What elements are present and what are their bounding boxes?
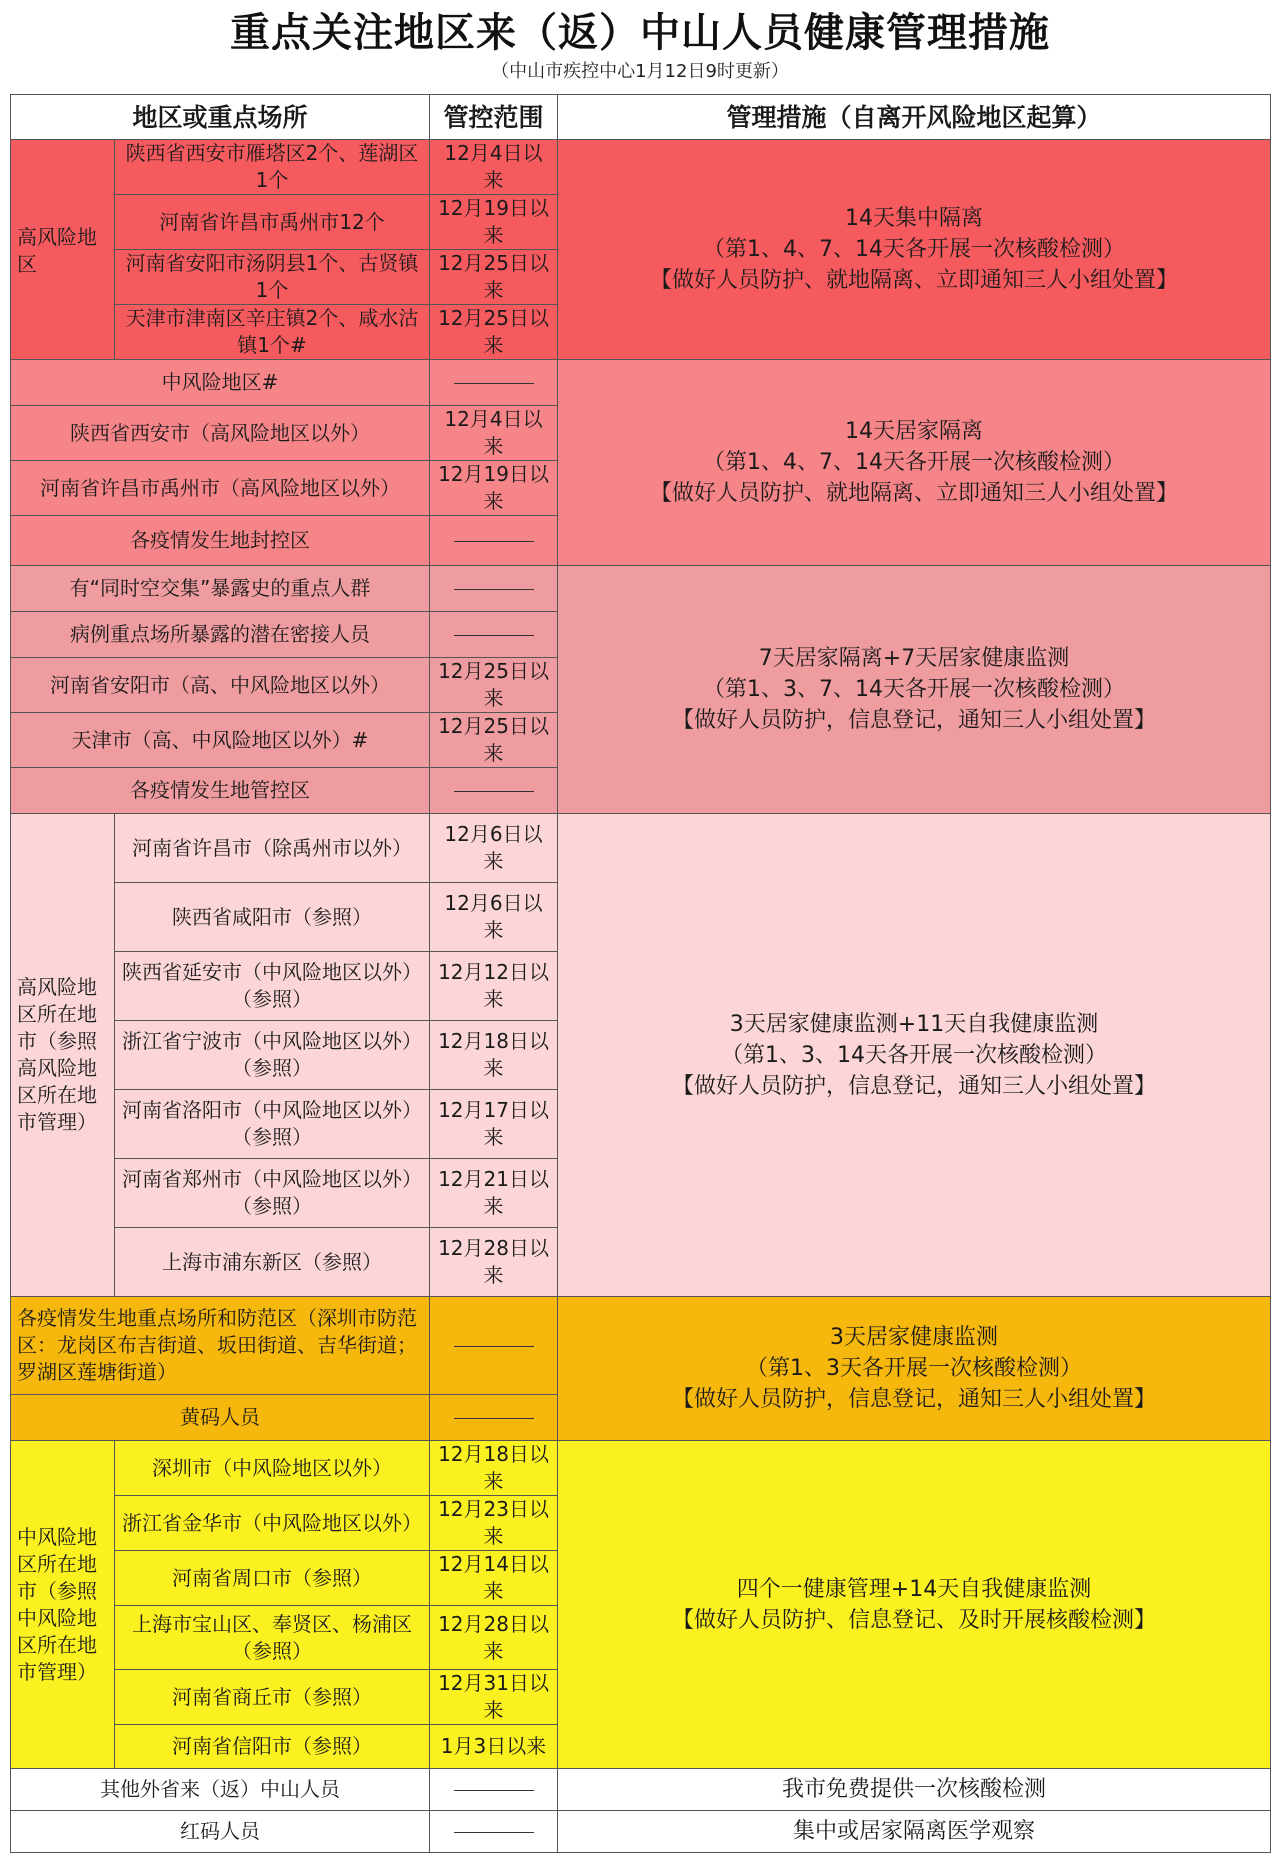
area-cell: 河南省周口市（参照） [115,1551,430,1606]
area-cell: 其他外省来（返）中山人员 [11,1769,430,1811]
range-cell: 12月14日以来 [430,1551,558,1606]
measure-line: 14天集中隔离 [845,206,984,231]
range-cell [430,516,558,566]
dash-mark [454,1418,534,1419]
area-cell: 黄码人员 [11,1395,430,1441]
area-cell: 河南省许昌市（除禹州市以外） [115,814,430,883]
dash-mark [454,541,534,542]
range-cell [430,612,558,658]
dash-mark [454,383,534,384]
area-cell: 陕西省西安市雁塔区2个、莲湖区1个 [115,140,430,195]
header-range: 管控范围 [430,95,558,140]
page-title: 重点关注地区来（返）中山人员健康管理措施 [230,10,1050,56]
range-cell [430,566,558,612]
area-cell: 有“同时空交集”暴露史的重点人群 [11,566,430,612]
measure-line: 3天居家健康监测+11天自我健康监测 [729,1011,1099,1037]
area-cell: 天津市（高、中风险地区以外）# [11,713,430,768]
area-cell: 红码人员 [11,1811,430,1853]
measure-line: 【做好人员防护、就地隔离、立即通知三人小组处置】 [650,268,1179,293]
area-cell: 河南省商丘市（参照） [115,1670,430,1725]
update-note: （中山市疾控中心1月12日9时更新） [491,61,789,82]
category-high-risk: 高风险地区 [11,140,115,360]
area-cell: 深圳市（中风险地区以外） [115,1441,430,1496]
area-cell: 河南省洛阳市（中风险地区以外）（参照） [115,1090,430,1159]
table-row [11,140,1271,195]
area-cell: 浙江省金华市（中风险地区以外） [115,1496,430,1551]
measure-high-risk-city [558,814,1271,1297]
range-cell: 12月19日以来 [430,461,558,516]
measure-line: 【做好人员防护，信息登记，通知三人小组处置】 [672,708,1157,733]
measure-line: （第1、3、14天各开展一次核酸检测） [721,1042,1108,1068]
measure-close-contact [558,566,1271,814]
category-high-risk-city: 高风险地区所在地市（参照高风险地区所在地市管理） [11,814,115,1297]
table-row [11,1297,1271,1395]
measure-line: 【做好人员防护、信息登记、及时开展核酸检测】 [672,1607,1157,1633]
area-cell: 陕西省咸阳市（参照） [115,883,430,952]
range-cell: 12月4日以来 [430,140,558,195]
table-row [11,1811,1271,1853]
measure-precaution [558,1297,1271,1441]
measure-line: 【做好人员防护，信息登记，通知三人小组处置】 [672,1387,1157,1412]
header-measure: 管理措施（自离开风险地区起算） [558,95,1271,140]
dash-mark [454,791,534,792]
range-cell: 12月23日以来 [430,1496,558,1551]
area-cell: 中风险地区# [11,360,430,406]
area-cell: 陕西省西安市（高风险地区以外） [11,406,430,461]
measure-line: （第1、4、7、14天各开展一次核酸检测） [703,237,1126,262]
area-cell: 河南省安阳市汤阴县1个、古贤镇1个 [115,250,430,305]
table-header-row [11,95,1271,140]
measure-line: （第1、3、7、14天各开展一次核酸检测） [703,677,1126,702]
range-cell: 12月25日以来 [430,305,558,360]
range-cell: 12月4日以来 [430,406,558,461]
measure-line: （第1、3天各开展一次核酸检测） [746,1356,1083,1381]
area-cell: 上海市浦东新区（参照） [115,1228,430,1297]
range-cell [430,1769,558,1811]
range-cell: 12月19日以来 [430,195,558,250]
dash-mark [454,1346,534,1347]
measure-line: 四个一健康管理+14天自我健康监测 [736,1576,1092,1602]
measure-cell: 我市免费提供一次核酸检测 [558,1769,1271,1811]
range-cell [430,1395,558,1441]
range-cell: 12月6日以来 [430,883,558,952]
area-cell: 河南省许昌市禹州市12个 [115,195,430,250]
measure-line: （第1、4、7、14天各开展一次核酸检测） [703,450,1126,475]
area-cell: 河南省许昌市禹州市（高风险地区以外） [11,461,430,516]
measure-line: 【做好人员防护，信息登记，通知三人小组处置】 [672,1073,1157,1099]
range-cell: 12月31日以来 [430,1670,558,1725]
table-row [11,1441,1271,1496]
table-row [11,814,1271,883]
area-cell: 各疫情发生地管控区 [11,768,430,814]
area-cell: 河南省信阳市（参照） [115,1725,430,1769]
area-cell: 各疫情发生地封控区 [11,516,430,566]
measure-line: 【做好人员防护、就地隔离、立即通知三人小组处置】 [650,481,1179,506]
measure-high-risk [558,140,1271,360]
range-cell: 12月6日以来 [430,814,558,883]
area-cell: 河南省郑州市（中风险地区以外）（参照） [115,1159,430,1228]
dash-mark [454,635,534,636]
measure-line: 3天居家健康监测 [830,1325,999,1350]
range-cell [430,768,558,814]
range-cell: 12月17日以来 [430,1090,558,1159]
area-cell: 病例重点场所暴露的潜在密接人员 [11,612,430,658]
range-cell: 12月28日以来 [430,1228,558,1297]
range-cell: 12月25日以来 [430,250,558,305]
table-row [11,360,1271,406]
range-cell: 1月3日以来 [430,1725,558,1769]
area-cell: 陕西省延安市（中风险地区以外）（参照） [115,952,430,1021]
range-cell: 12月21日以来 [430,1159,558,1228]
measures-table [10,94,1271,1853]
range-cell [430,360,558,406]
area-cell: 各疫情发生地重点场所和防范区（深圳市防范区：龙岗区布吉街道、坂田街道、吉华街道；罗湖区莲塘街道） [11,1297,430,1395]
range-cell [430,1811,558,1853]
range-cell: 12月28日以来 [430,1606,558,1670]
measure-line: 14天居家隔离 [845,419,984,444]
table-row [11,1769,1271,1811]
dash-mark [454,589,534,590]
measure-line: 7天居家隔离+7天居家健康监测 [758,646,1070,671]
category-medium-risk-city: 中风险地区所在地市（参照中风险地区所在地市管理） [11,1441,115,1769]
range-cell: 12月18日以来 [430,1441,558,1496]
range-cell: 12月18日以来 [430,1021,558,1090]
area-cell: 上海市宝山区、奉贤区、杨浦区（参照） [115,1606,430,1670]
area-cell: 浙江省宁波市（中风险地区以外）（参照） [115,1021,430,1090]
range-cell: 12月25日以来 [430,713,558,768]
range-cell: 12月25日以来 [430,658,558,713]
measure-cell: 集中或居家隔离医学观察 [558,1811,1271,1853]
measure-medium-risk [558,360,1271,566]
measure-medium-risk-city [558,1441,1271,1769]
range-cell: 12月12日以来 [430,952,558,1021]
header-area: 地区或重点场所 [11,95,430,140]
table-row [11,566,1271,612]
dash-mark [454,1790,534,1791]
range-cell [430,1297,558,1395]
dash-mark [454,1832,534,1833]
area-cell: 河南省安阳市（高、中风险地区以外） [11,658,430,713]
area-cell: 天津市津南区辛庄镇2个、咸水沽镇1个# [115,305,430,360]
